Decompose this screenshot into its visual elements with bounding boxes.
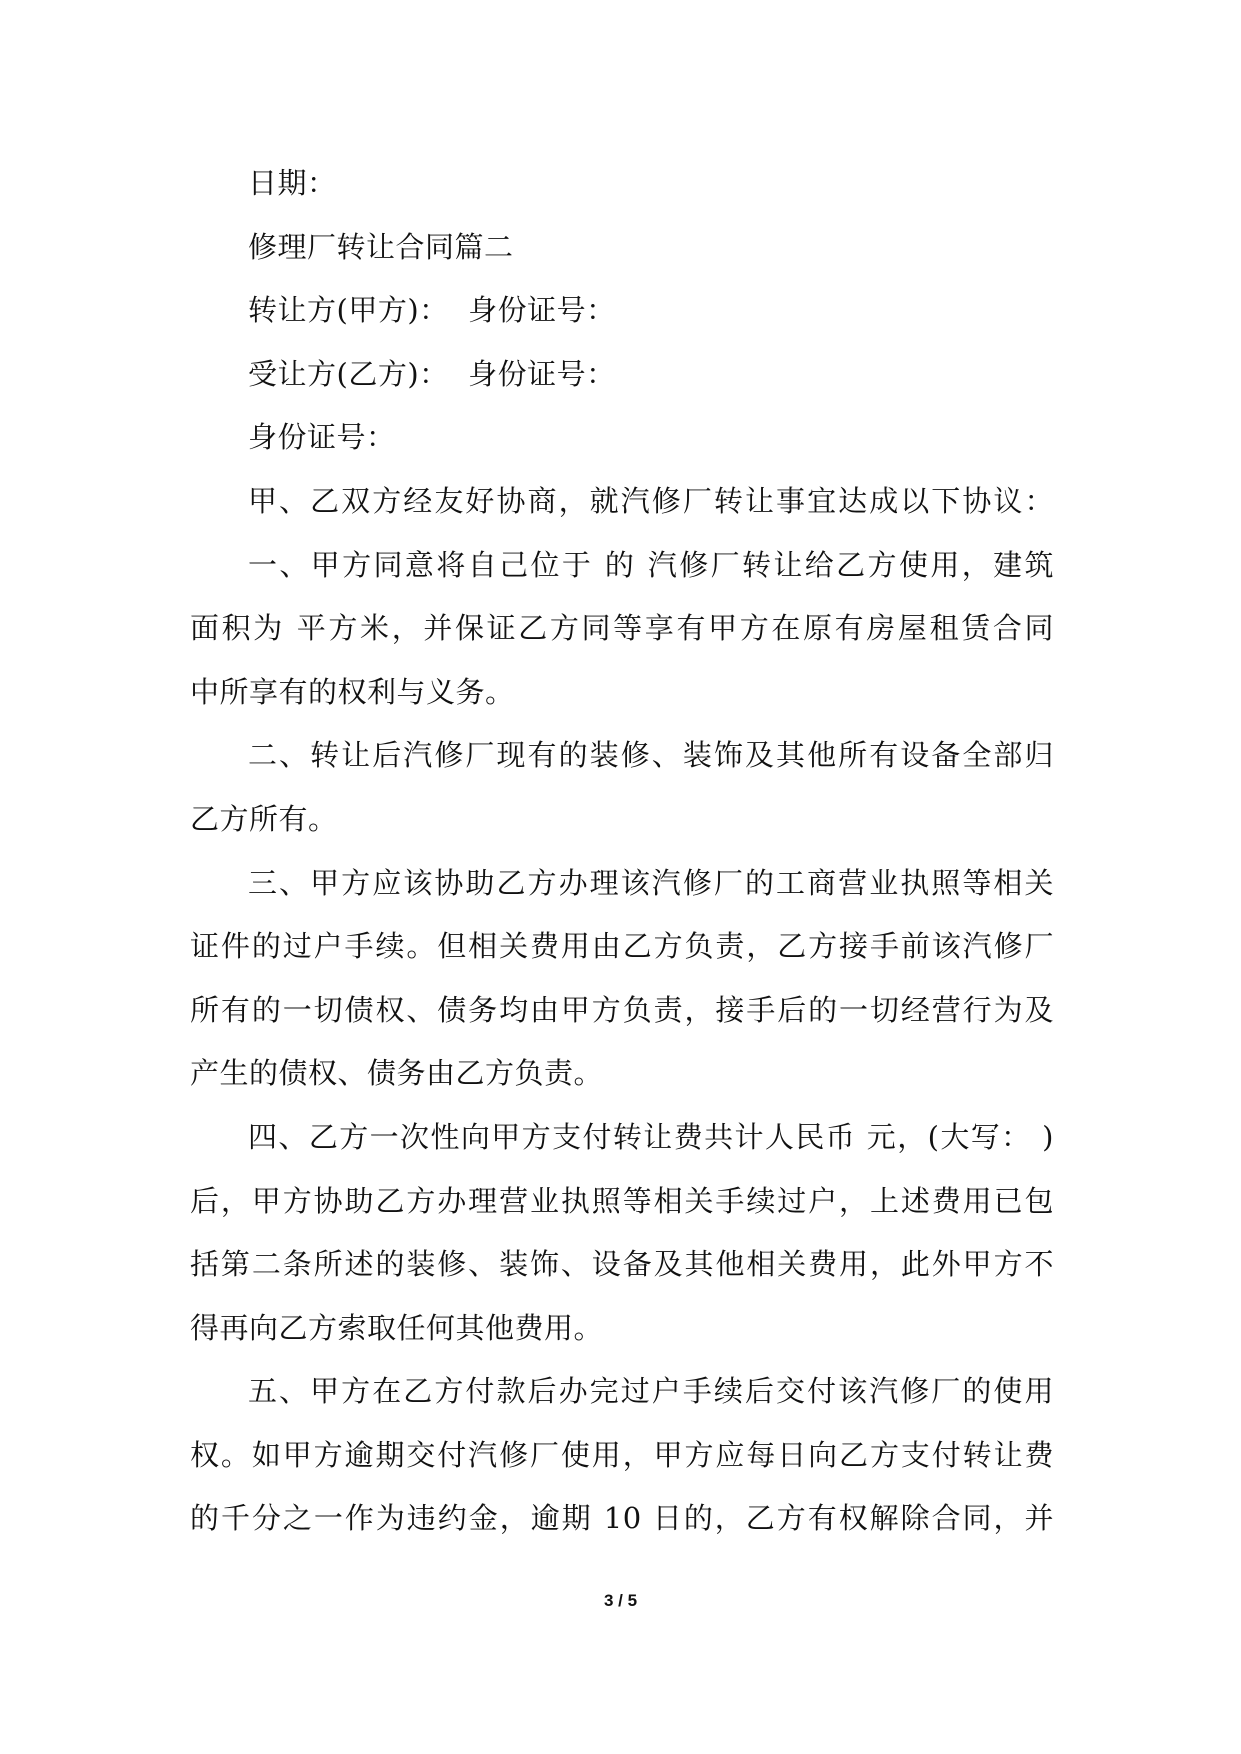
- transferee-line: 受让方(乙方)： 身份证号：: [248, 356, 616, 391]
- clause-5-line-1: 五、甲方在乙方付款后办完过户手续后交付该汽修厂的使用: [248, 1374, 1054, 1409]
- id-number-line: 身份证号：: [248, 420, 396, 455]
- clause-3-line-2: 证件的过户手续。但相关费用由乙方负责，乙方接手前该汽修厂: [190, 929, 1054, 964]
- clause-5-line-3: 的千分之一作为违约金，逾期 10 日的，乙方有权解除合同，并: [190, 1501, 1054, 1536]
- clause-5-line-2: 权。如甲方逾期交付汽修厂使用，甲方应每日向乙方支付转让费: [190, 1437, 1054, 1472]
- date-line: 日期：: [248, 166, 337, 200]
- clause-1-line-1: 一、甲方同意将自己位于 的 汽修厂转让给乙方使用，建筑: [248, 547, 1054, 582]
- clause-2-line-1: 二、转让后汽修厂现有的装修、装饰及其他所有设备全部归: [248, 738, 1054, 773]
- clause-3-line-4: 产生的债权、债务由乙方负责。: [190, 1056, 604, 1091]
- agreement-intro: 甲、乙双方经友好协商，就汽修厂转让事宜达成以下协议：: [248, 483, 1054, 518]
- clause-2-line-2: 乙方所有。: [190, 801, 338, 836]
- transferor-line: 转让方(甲方)： 身份证号：: [248, 293, 616, 328]
- clause-1-line-3: 中所享有的权利与义务。: [190, 674, 515, 709]
- clause-3-line-3: 所有的一切债权、债务均由甲方负责，接手后的一切经营行为及: [190, 992, 1054, 1027]
- clause-4-line-3: 括第二条所述的装修、装饰、设备及其他相关费用，此外甲方不: [190, 1247, 1054, 1282]
- clause-4-line-4: 得再向乙方索取任何其他费用。: [190, 1310, 604, 1345]
- page-number: 3 / 5: [603, 1591, 638, 1610]
- clause-4-line-1: 四、乙方一次性向甲方支付转让费共计人民币 元，(大写： ): [248, 1119, 1054, 1154]
- section-title: 修理厂转让合同篇二: [248, 229, 514, 264]
- document-body: [190, 152, 1054, 1551]
- clause-4-line-2: 后，甲方协助乙方办理营业执照等相关手续过户，上述费用已包: [190, 1183, 1054, 1218]
- clause-1-line-2: 面积为 平方米，并保证乙方同等享有甲方在原有房屋租赁合同: [190, 611, 1054, 646]
- clause-3-line-1: 三、甲方应该协助乙方办理该汽修厂的工商营业执照等相关: [248, 865, 1054, 900]
